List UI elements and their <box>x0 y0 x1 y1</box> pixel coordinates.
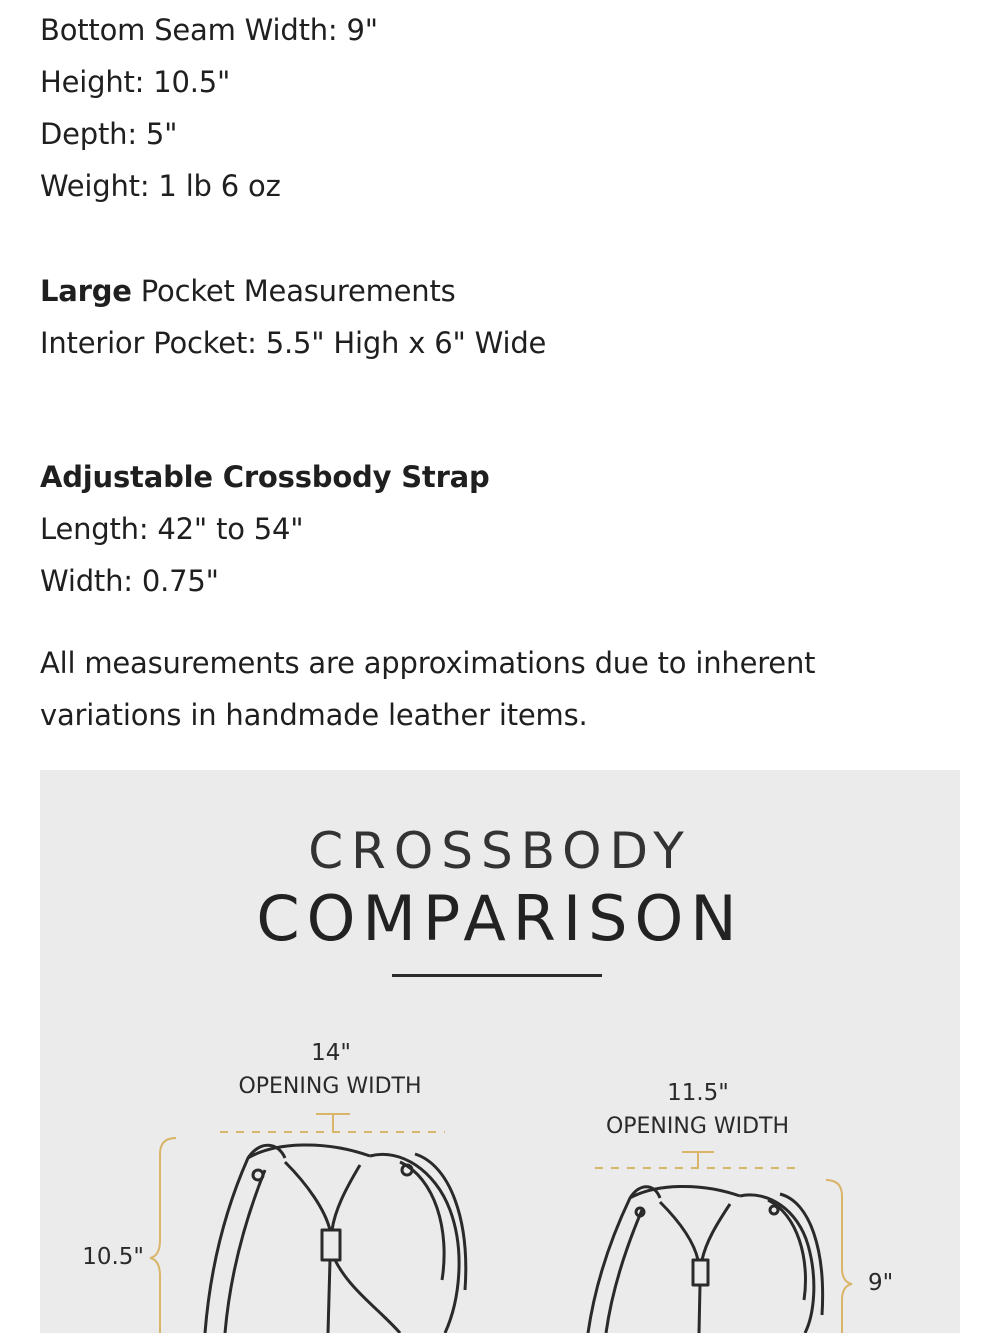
spec-height: Height: 10.5" <box>40 65 231 99</box>
large-width-label: OPENING WIDTH <box>238 1074 422 1099</box>
spec-weight: Weight: 1 lb 6 oz <box>40 169 281 203</box>
small-width-value: 11.5" <box>667 1080 729 1106</box>
small-width-label: OPENING WIDTH <box>605 1114 790 1139</box>
pocket-heading-rest: Pocket Measurements <box>131 274 456 308</box>
pocket-interior: Interior Pocket: 5.5" High x 6" Wide <box>40 326 547 360</box>
strap-heading: Adjustable Crossbody Strap <box>40 460 490 494</box>
comparison-title-line-2: COMPARISON <box>256 882 744 955</box>
large-width-value: 14" <box>311 1040 351 1066</box>
note-line-2: variations in handmade leather items. <box>40 698 588 732</box>
note-line-1: All measurements are approximations due to inherent <box>40 646 816 680</box>
large-height-bracket <box>150 1138 176 1333</box>
comparison-title-line-1: CROSSBODY <box>308 822 692 880</box>
small-height-bracket <box>826 1180 852 1333</box>
spec-depth: Depth: 5" <box>40 117 178 151</box>
pocket-heading-bold: Large <box>40 274 132 308</box>
strap-length: Length: 42" to 54" <box>40 512 304 546</box>
large-height-value: 10.5" <box>82 1244 144 1270</box>
bag-line-art <box>40 770 960 1333</box>
small-width-marker <box>595 1152 800 1168</box>
spec-bottom-seam: Bottom Seam Width: 9" <box>40 13 378 47</box>
large-bag-icon <box>205 1145 466 1333</box>
small-height-value: 9" <box>868 1270 894 1296</box>
small-bag-icon <box>588 1186 823 1333</box>
pocket-heading <box>40 265 456 317</box>
large-width-marker <box>220 1114 445 1132</box>
comparison-graphic <box>40 770 960 1333</box>
strap-width: Width: 0.75" <box>40 564 219 598</box>
